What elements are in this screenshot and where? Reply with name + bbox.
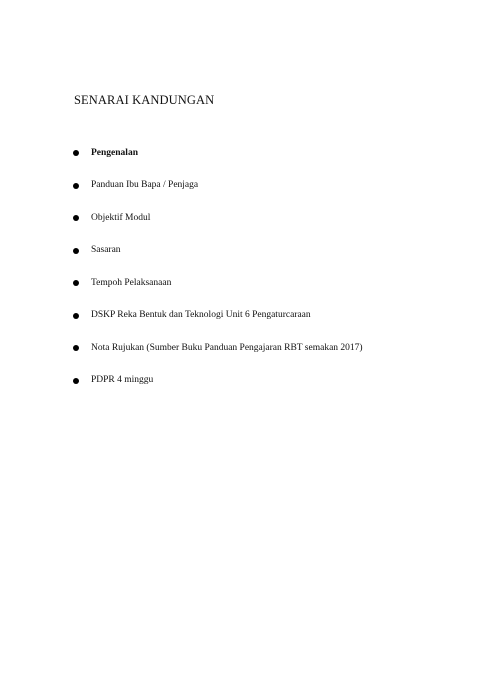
bullet-icon [73,150,79,156]
list-item-label: Objektif Modul [91,212,151,223]
bullet-icon [73,248,79,254]
list-item-label: Pengenalan [91,147,138,158]
bullet-icon [73,280,79,286]
list-item [73,300,363,333]
list-item-label: DSKP Reka Bentuk dan Teknologi Unit 6 Pengaturcaraan [91,310,311,320]
list-item-label: Nota Rujukan (Sumber Buku Panduan Pengajaran RBT semakan 2017) [91,342,363,353]
list-item [73,235,363,268]
list-item [73,137,363,170]
list-item-label: Tempoh Pelaksanaan [91,277,172,288]
list-item [73,365,363,398]
list-item-label: PDPR 4 minggu [91,375,154,385]
list-item [73,202,363,235]
page-title: SENARAI KANDUNGAN [74,93,215,107]
list-item-label: Sasaran [91,245,121,255]
list-item [73,170,363,203]
list-item [73,332,363,365]
bullet-icon [73,183,79,189]
list-item-label: Panduan Ibu Bapa / Penjaga [91,180,199,190]
bullet-icon [73,215,79,221]
bullet-icon [73,378,79,384]
table-of-contents-list [73,137,363,397]
bullet-icon [73,313,79,319]
list-item [73,267,363,300]
bullet-icon [73,345,79,351]
